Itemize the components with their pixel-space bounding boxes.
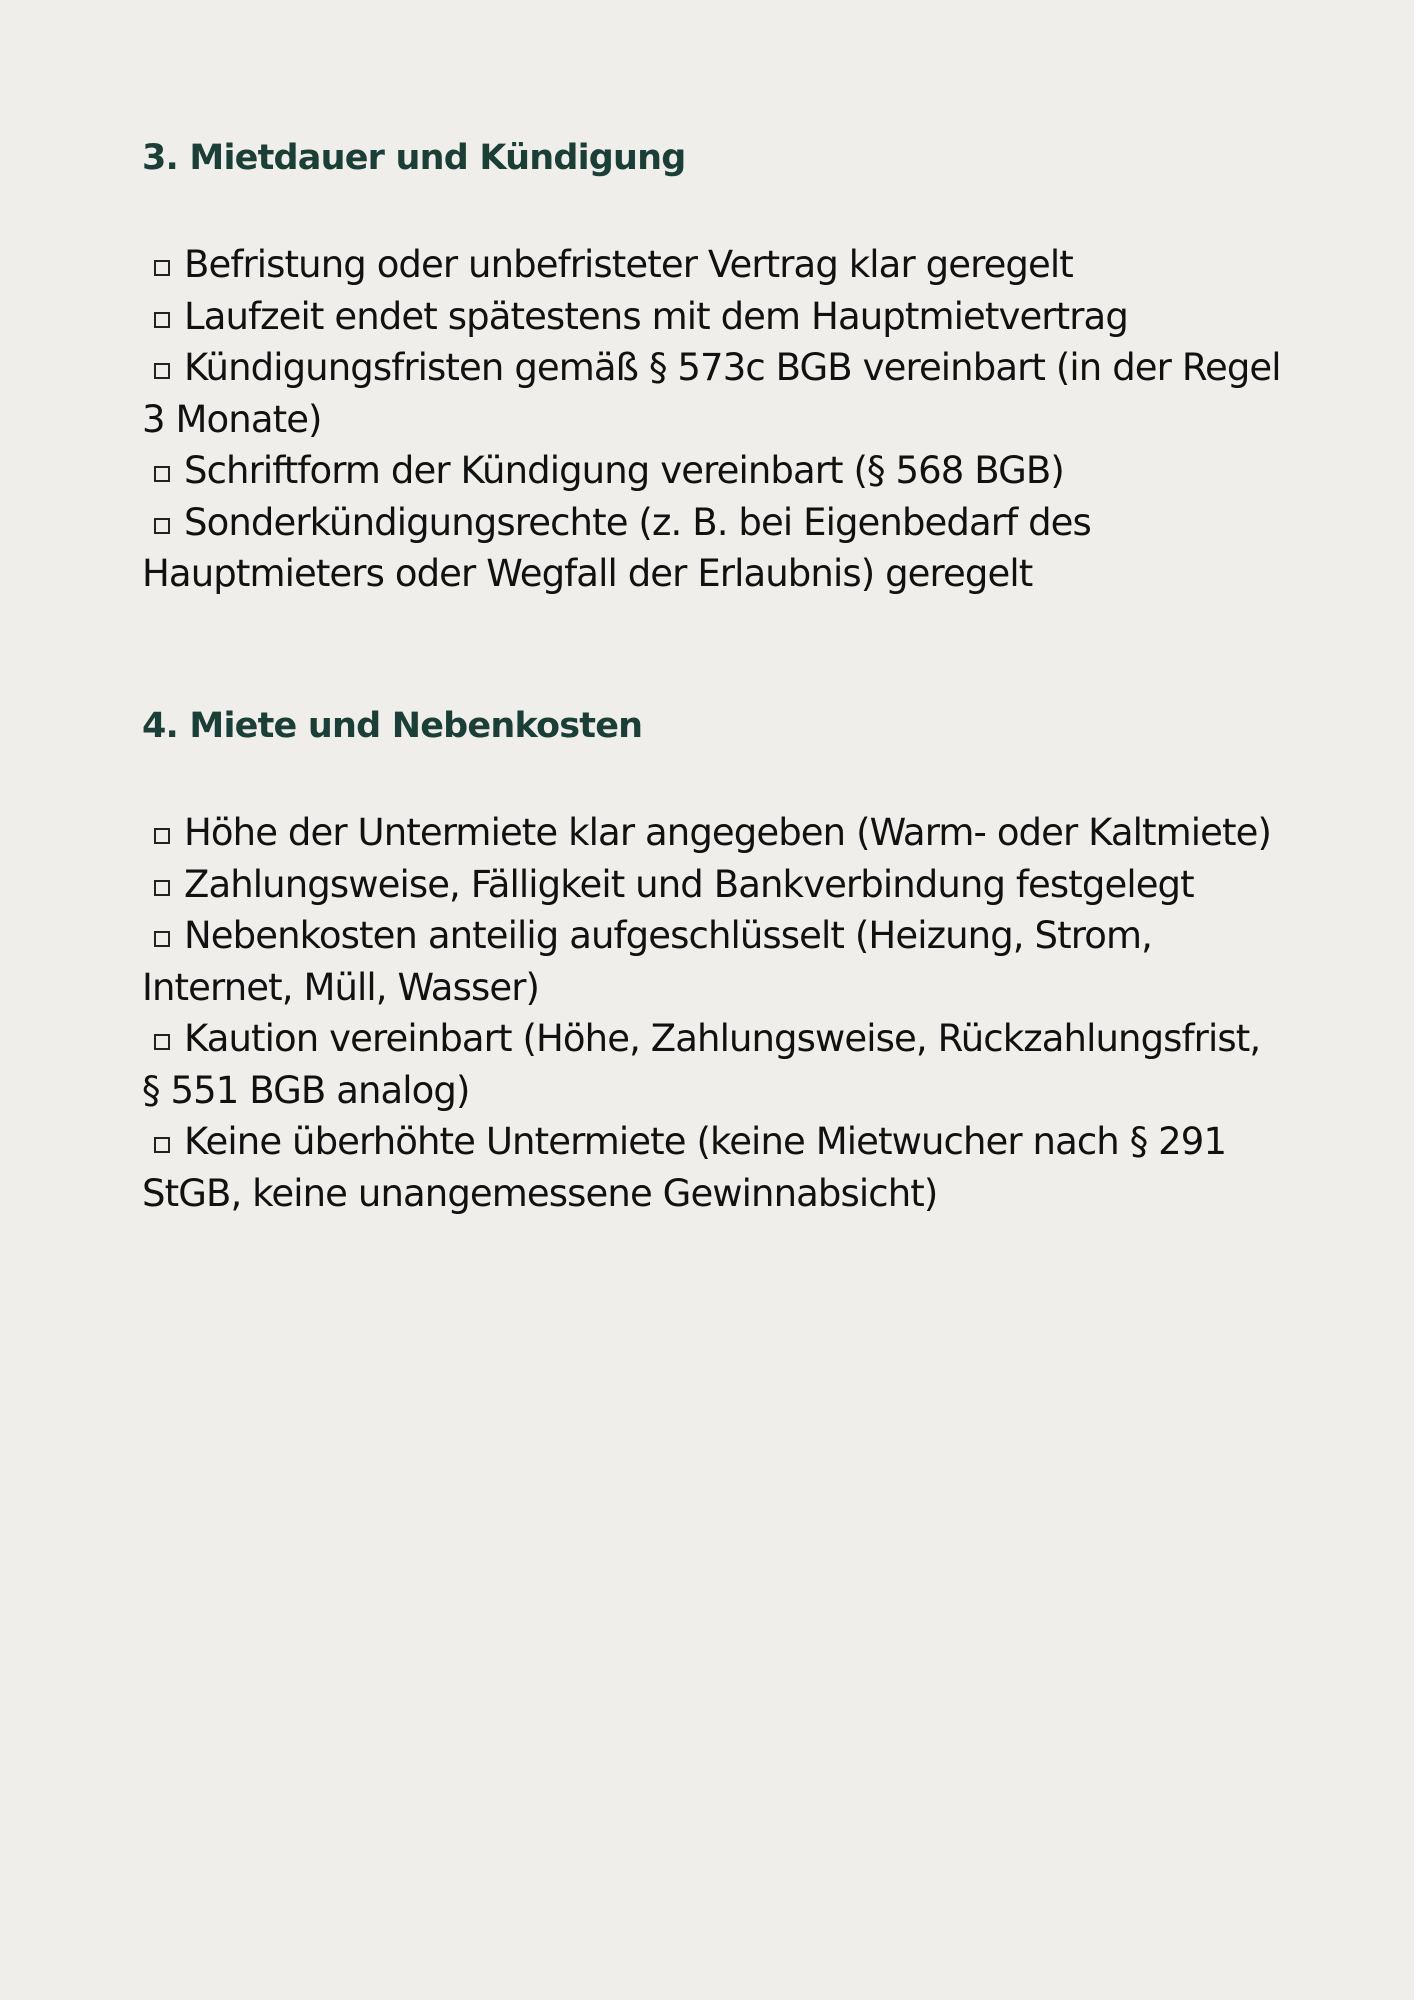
section-title-miete: 4. Miete und Nebenkosten xyxy=(142,706,643,746)
checkbox-empty-icon xyxy=(154,828,170,844)
checklist-item-text: Höhe der Untermiete klar angegeben (Warm- oder Kaltmiete) xyxy=(184,811,1272,854)
checkbox-empty-icon xyxy=(154,880,170,896)
checkbox-empty-icon xyxy=(154,1034,170,1050)
checklist-item-text: Kündigungsfristen gemäß § 573c BGB vereinbart (in der Regel 3 Monate) xyxy=(142,346,1281,441)
checklist-item-text: Kaution vereinbart (Höhe, Zahlungsweise, Rückzahlungsfrist, § 551 BGB analog) xyxy=(142,1017,1261,1112)
checklist-item xyxy=(142,342,1282,445)
checklist-item-text: Laufzeit endet spätestens mit dem Hauptmietvertrag xyxy=(184,294,1128,338)
checkbox-empty-icon xyxy=(154,363,170,379)
checklist-item xyxy=(142,497,1282,600)
checklist-miete xyxy=(142,807,1282,1219)
checklist-item-text: Nebenkosten anteilig aufgeschlüsselt (Heizung, Strom, Internet, Müll, Wasser) xyxy=(142,914,1152,1009)
checklist-item xyxy=(142,291,1282,343)
checklist-item xyxy=(142,1116,1282,1219)
checklist-item xyxy=(142,807,1282,859)
checklist-item-text: Sonderkündigungsrechte (z. B. bei Eigenbedarf des Hauptmieters oder Wegfall der Erlaubnis) geregelt xyxy=(142,500,1091,595)
section-title-mietdauer: 3. Mietdauer und Kündigung xyxy=(142,138,686,178)
checklist-mietdauer xyxy=(142,239,1282,600)
checkbox-empty-icon xyxy=(154,466,170,482)
checkbox-empty-icon xyxy=(154,931,170,947)
checklist-item xyxy=(142,239,1282,291)
checklist-item xyxy=(142,859,1282,911)
checklist-item-text: Befristung oder unbefristeter Vertrag klar geregelt xyxy=(184,243,1073,286)
checklist-item xyxy=(142,445,1282,497)
checkbox-empty-icon xyxy=(154,1137,170,1153)
checklist-item xyxy=(142,910,1282,1013)
checkbox-empty-icon xyxy=(154,312,170,328)
checkbox-empty-icon xyxy=(154,260,170,276)
checklist-item-text: Keine überhöhte Untermiete (keine Mietwucher nach § 291 StGB, keine unangemessene Gewinnabsicht) xyxy=(142,1120,1227,1215)
checkbox-empty-icon xyxy=(154,518,170,534)
checklist-item xyxy=(142,1013,1282,1116)
checklist-item-text: Zahlungsweise, Fälligkeit und Bankverbindung festgelegt xyxy=(184,862,1194,906)
checklist-item-text: Schriftform der Kündigung vereinbart (§ 568 BGB) xyxy=(184,449,1064,492)
